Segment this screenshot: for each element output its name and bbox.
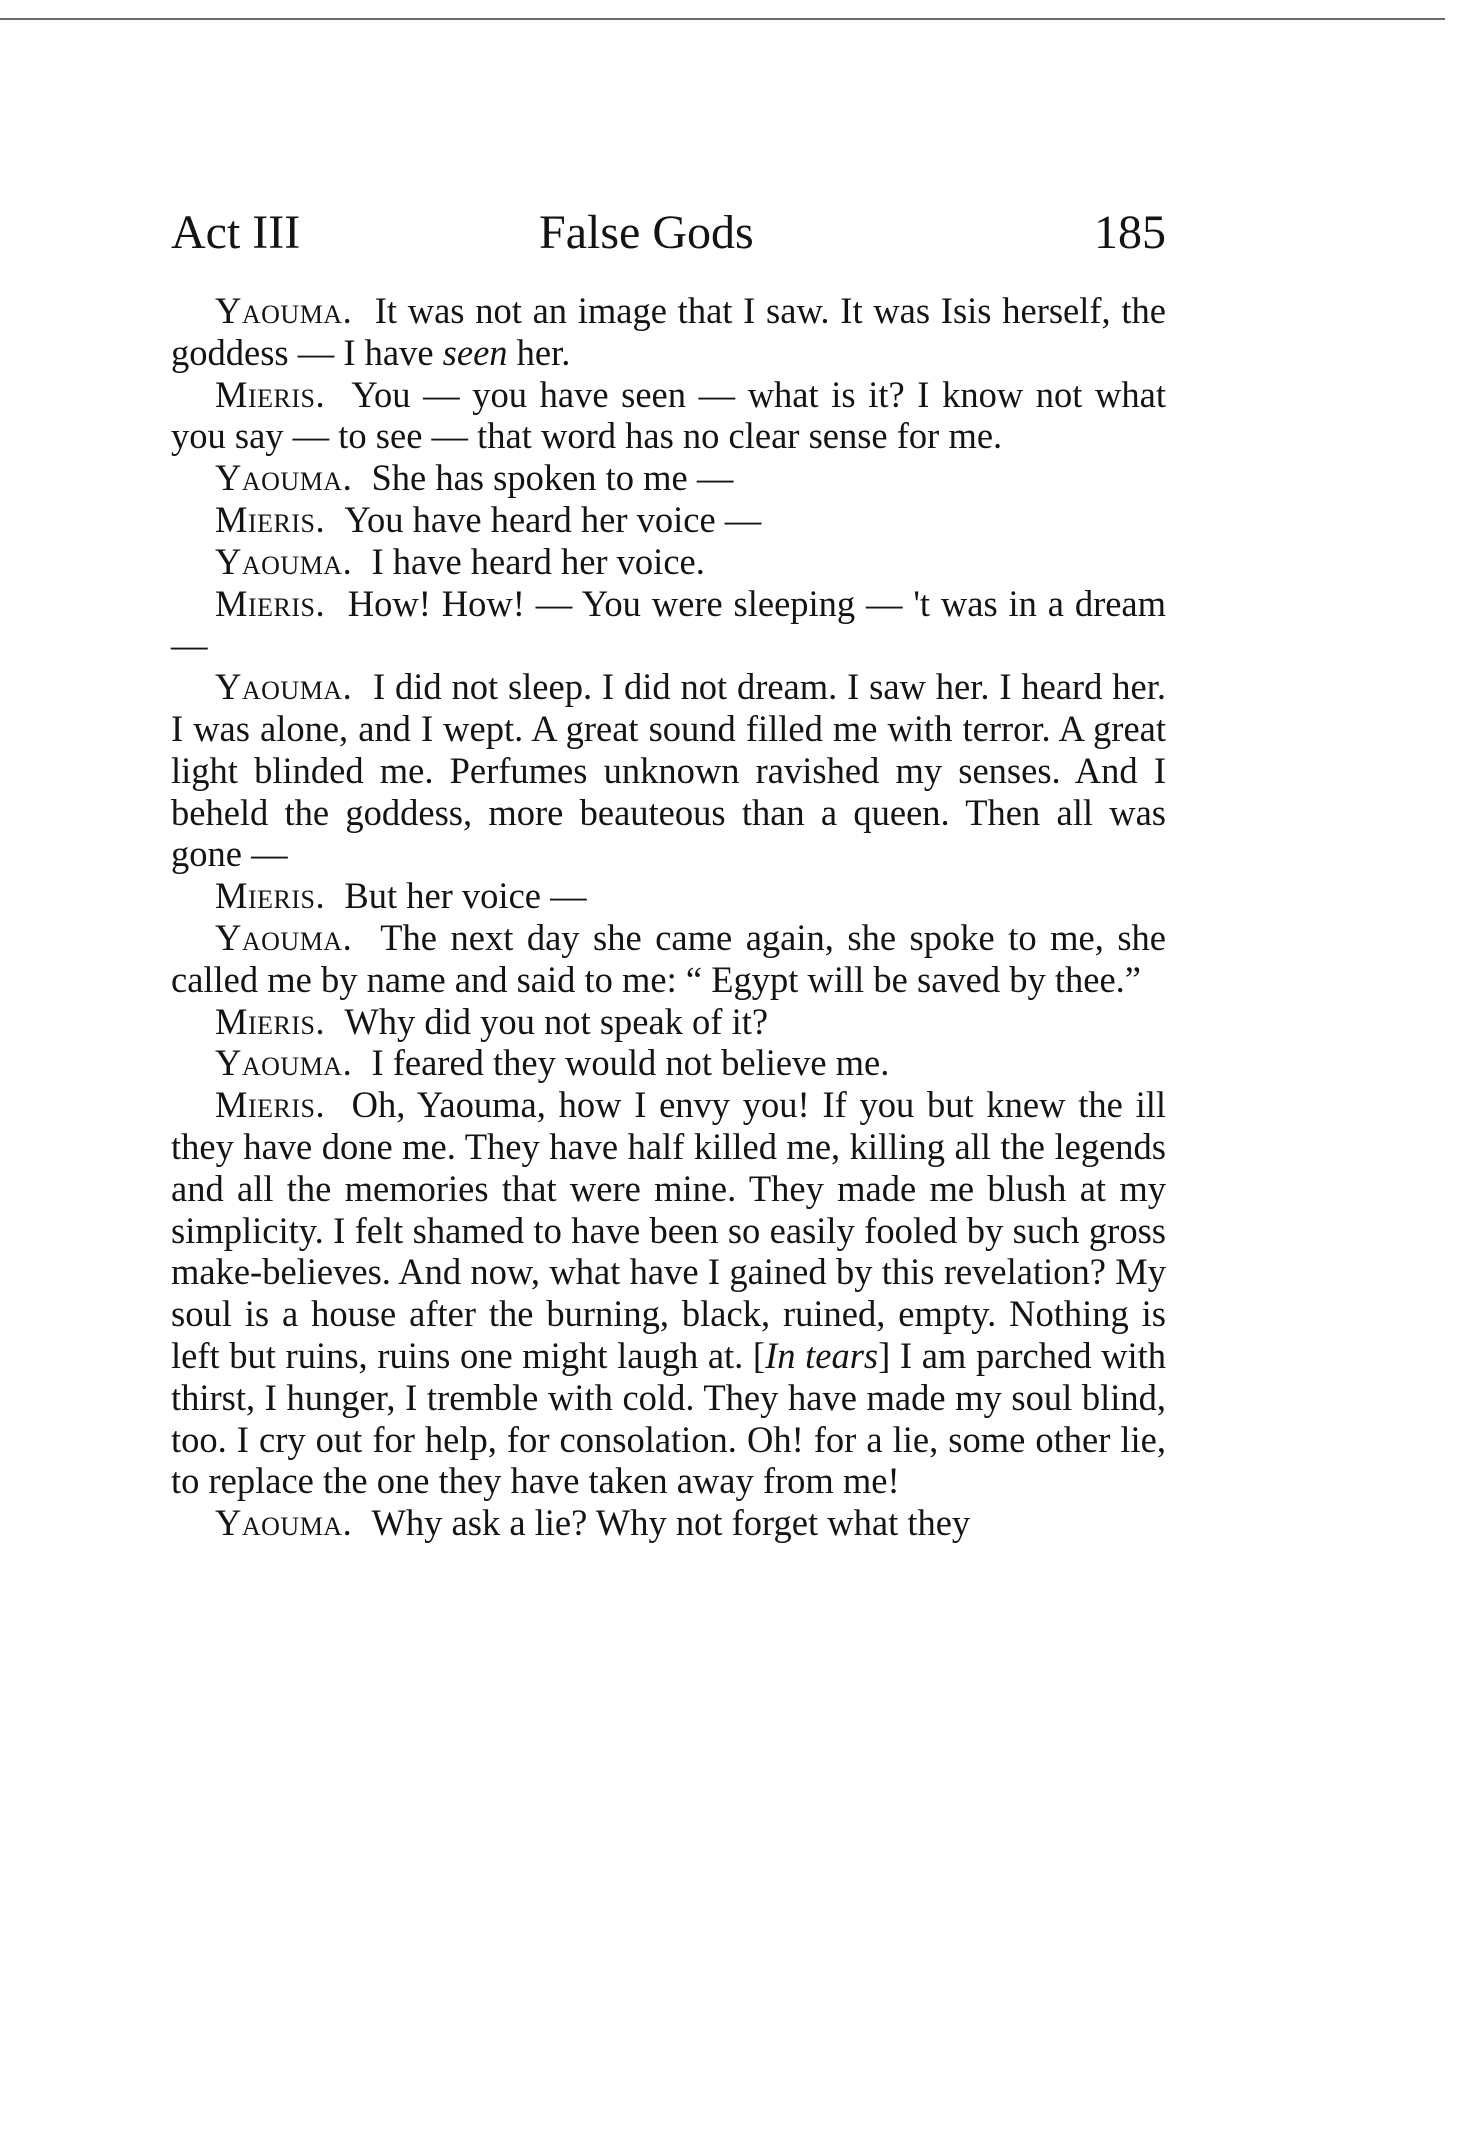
speech-text: her. xyxy=(507,331,571,373)
speech-text: Why did you not speak of it? xyxy=(344,1000,769,1042)
speech-text: I feared they would not believe me. xyxy=(371,1042,890,1084)
dialogue-body xyxy=(171,290,1166,1544)
speech-paragraph xyxy=(171,1042,1166,1084)
speaker-name: Mieris . xyxy=(215,499,344,540)
speech-paragraph xyxy=(171,541,1166,583)
page-number: 185 xyxy=(1094,206,1166,259)
emphasis-text: seen xyxy=(442,331,508,373)
speech-paragraph xyxy=(171,1502,1166,1544)
speech-paragraph xyxy=(171,583,1166,667)
running-header xyxy=(171,203,1166,263)
speech-paragraph xyxy=(171,457,1166,499)
speech-text: How! How! — You were sleeping — 't was in a dream — xyxy=(171,582,1167,666)
emphasis-text: In tears xyxy=(765,1334,879,1376)
speech-text: You have heard her voice — xyxy=(344,498,762,540)
top-rule xyxy=(0,18,1445,20)
speech-text: The next day she came again, she spoke to me, she called me by name and said to me: “ Egypt will be saved by thee.” xyxy=(171,916,1166,1000)
speech-paragraph xyxy=(171,290,1166,374)
speaker-name: Yaouma . xyxy=(215,666,373,707)
speaker-name: Yaouma . xyxy=(215,1502,371,1543)
speech-text: I have heard her voice. xyxy=(371,540,705,582)
speech-text: You — you have seen — what is it? I know not what you say — to see — that word has no clear sense for me. xyxy=(171,373,1166,457)
speaker-name: Mieris . xyxy=(215,583,348,624)
speech-paragraph xyxy=(171,1084,1166,1502)
act-label: Act III xyxy=(171,206,301,259)
running-title: False Gods xyxy=(539,206,754,259)
speaker-name: Mieris . xyxy=(215,374,351,415)
speaker-name: Yaouma . xyxy=(215,290,375,331)
speech-text: ] I am parched with thirst, I hunger, I tremble with cold. They have made my soul blind, too. I cry out for help, for consolation. Oh! for a lie, some other lie, to replace the one they have taken away from me! xyxy=(171,1334,1166,1502)
speech-paragraph xyxy=(171,499,1166,541)
speaker-name: Mieris . xyxy=(215,1084,352,1125)
speech-paragraph xyxy=(171,917,1166,1001)
speech-text: Oh, Yaouma, how I envy you! If you but knew the ill they have done me. They have half killed me, killing all the legends and all the memories that were mine. They made me blush at my simplicity. I felt shamed to have been so easily fooled by such gross make-believes. And now, what have I gained by this revelation? My soul is a house after the burning, black, ruined, empty. Nothing is left but ruins, ruins one might laugh at. [ xyxy=(171,1084,1166,1376)
speech-text: But her voice — xyxy=(344,875,587,917)
speech-text: She has spoken to me — xyxy=(371,457,734,499)
speaker-name: Yaouma . xyxy=(215,1042,371,1083)
speaker-name: Yaouma . xyxy=(215,541,371,582)
speech-text: I did not sleep. I did not dream. I saw her. I heard her. I was alone, and I wept. A great sound filled me with terror. A great light blinded me. Perfumes unknown ravished my senses. And I beheld the goddess, more beauteous than a queen. Then all was gone — xyxy=(171,666,1166,875)
speech-text: It was not an image that I saw. It was Isis herself, the goddess — I have xyxy=(171,290,1166,373)
speech-paragraph xyxy=(171,875,1166,917)
speaker-name: Yaouma . xyxy=(215,457,371,498)
speaker-name: Mieris . xyxy=(215,875,344,916)
speech-text: Why ask a lie? Why not forget what they xyxy=(371,1502,971,1544)
speech-paragraph xyxy=(171,1001,1166,1043)
speech-paragraph xyxy=(171,374,1166,458)
speaker-name: Mieris . xyxy=(215,1001,344,1042)
speaker-name: Yaouma . xyxy=(215,917,380,958)
speech-paragraph xyxy=(171,666,1166,875)
